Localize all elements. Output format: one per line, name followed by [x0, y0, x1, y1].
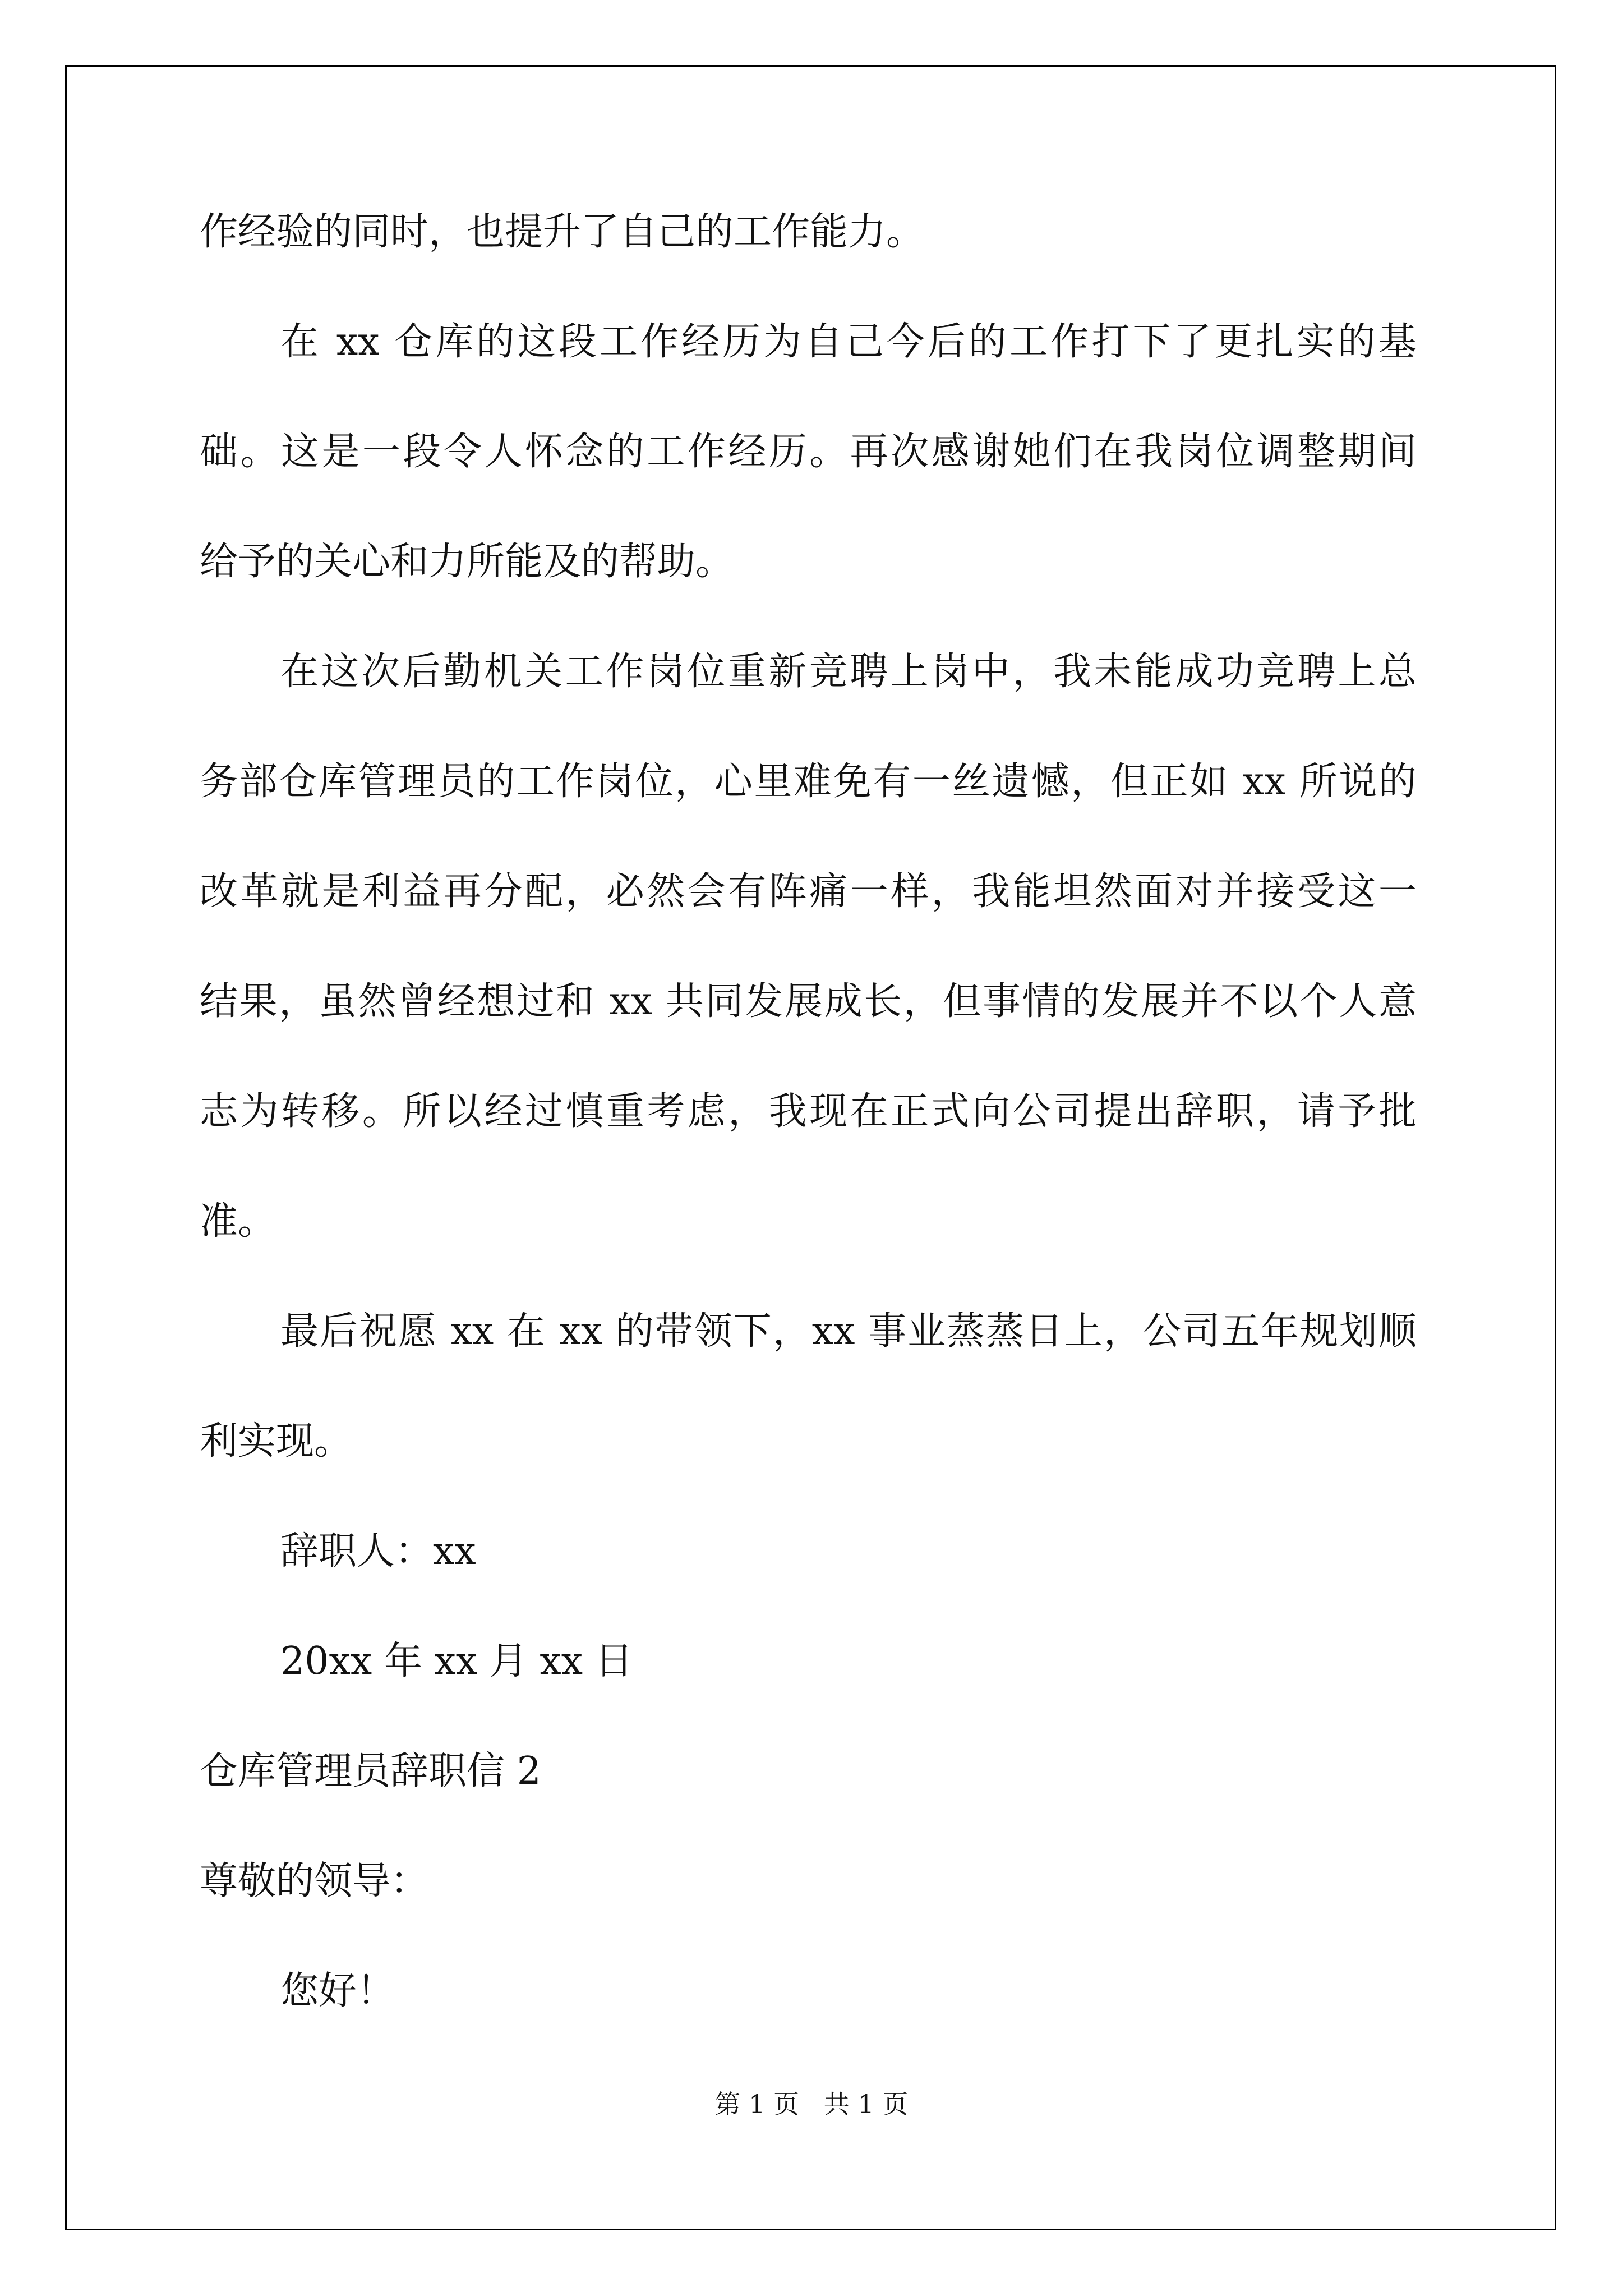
text-line: 础。这是一段令人怀念的工作经历。再次感谢她们在我岗位调整期间 [200, 430, 1417, 474]
text-line: 志为转移。所以经过慎重考虑，我现在正式向公司提出辞职，请予批 [200, 1089, 1417, 1134]
text-line: 作经验的同时，也提升了自己的工作能力。 [200, 210, 925, 254]
text-line: 改革就是利益再分配，必然会有阵痛一样，我能坦然面对并接受这一 [200, 869, 1417, 914]
text-line: 在 xx 仓库的这段工作经历为自己今后的工作打下了更扎实的基 [280, 320, 1417, 364]
document-body [200, 210, 1417, 2082]
text-line: 最后祝愿 xx 在 xx 的带领下，xx 事业蒸蒸日上，公司五年规划顺 [280, 1309, 1417, 1354]
text-line: 准。 [200, 1199, 276, 1244]
date-line: 20xx 年 xx 月 xx 日 [280, 1639, 633, 1683]
greeting: 您好！ [280, 1969, 395, 2013]
text-line: 利实现。 [200, 1419, 353, 1464]
text-line: 务部仓库管理员的工作岗位，心里难免有一丝遗憾，但正如 xx 所说的 [200, 760, 1417, 804]
text-line: 给予的关心和力所能及的帮助。 [200, 540, 734, 584]
section-heading: 仓库管理员辞职信 2 [200, 1749, 541, 1793]
text-line: 在这次后勤机关工作岗位重新竞聘上岗中，我未能成功竞聘上总 [280, 650, 1417, 694]
salutation: 尊敬的领导： [200, 1859, 429, 1903]
page-number-footer: 第 1 页 共 1 页 [714, 2089, 909, 2119]
signature-line: 辞职人：xx [280, 1529, 476, 1573]
text-line: 结果，虽然曾经想过和 xx 共同发展成长，但事情的发展并不以个人意 [200, 979, 1417, 1024]
